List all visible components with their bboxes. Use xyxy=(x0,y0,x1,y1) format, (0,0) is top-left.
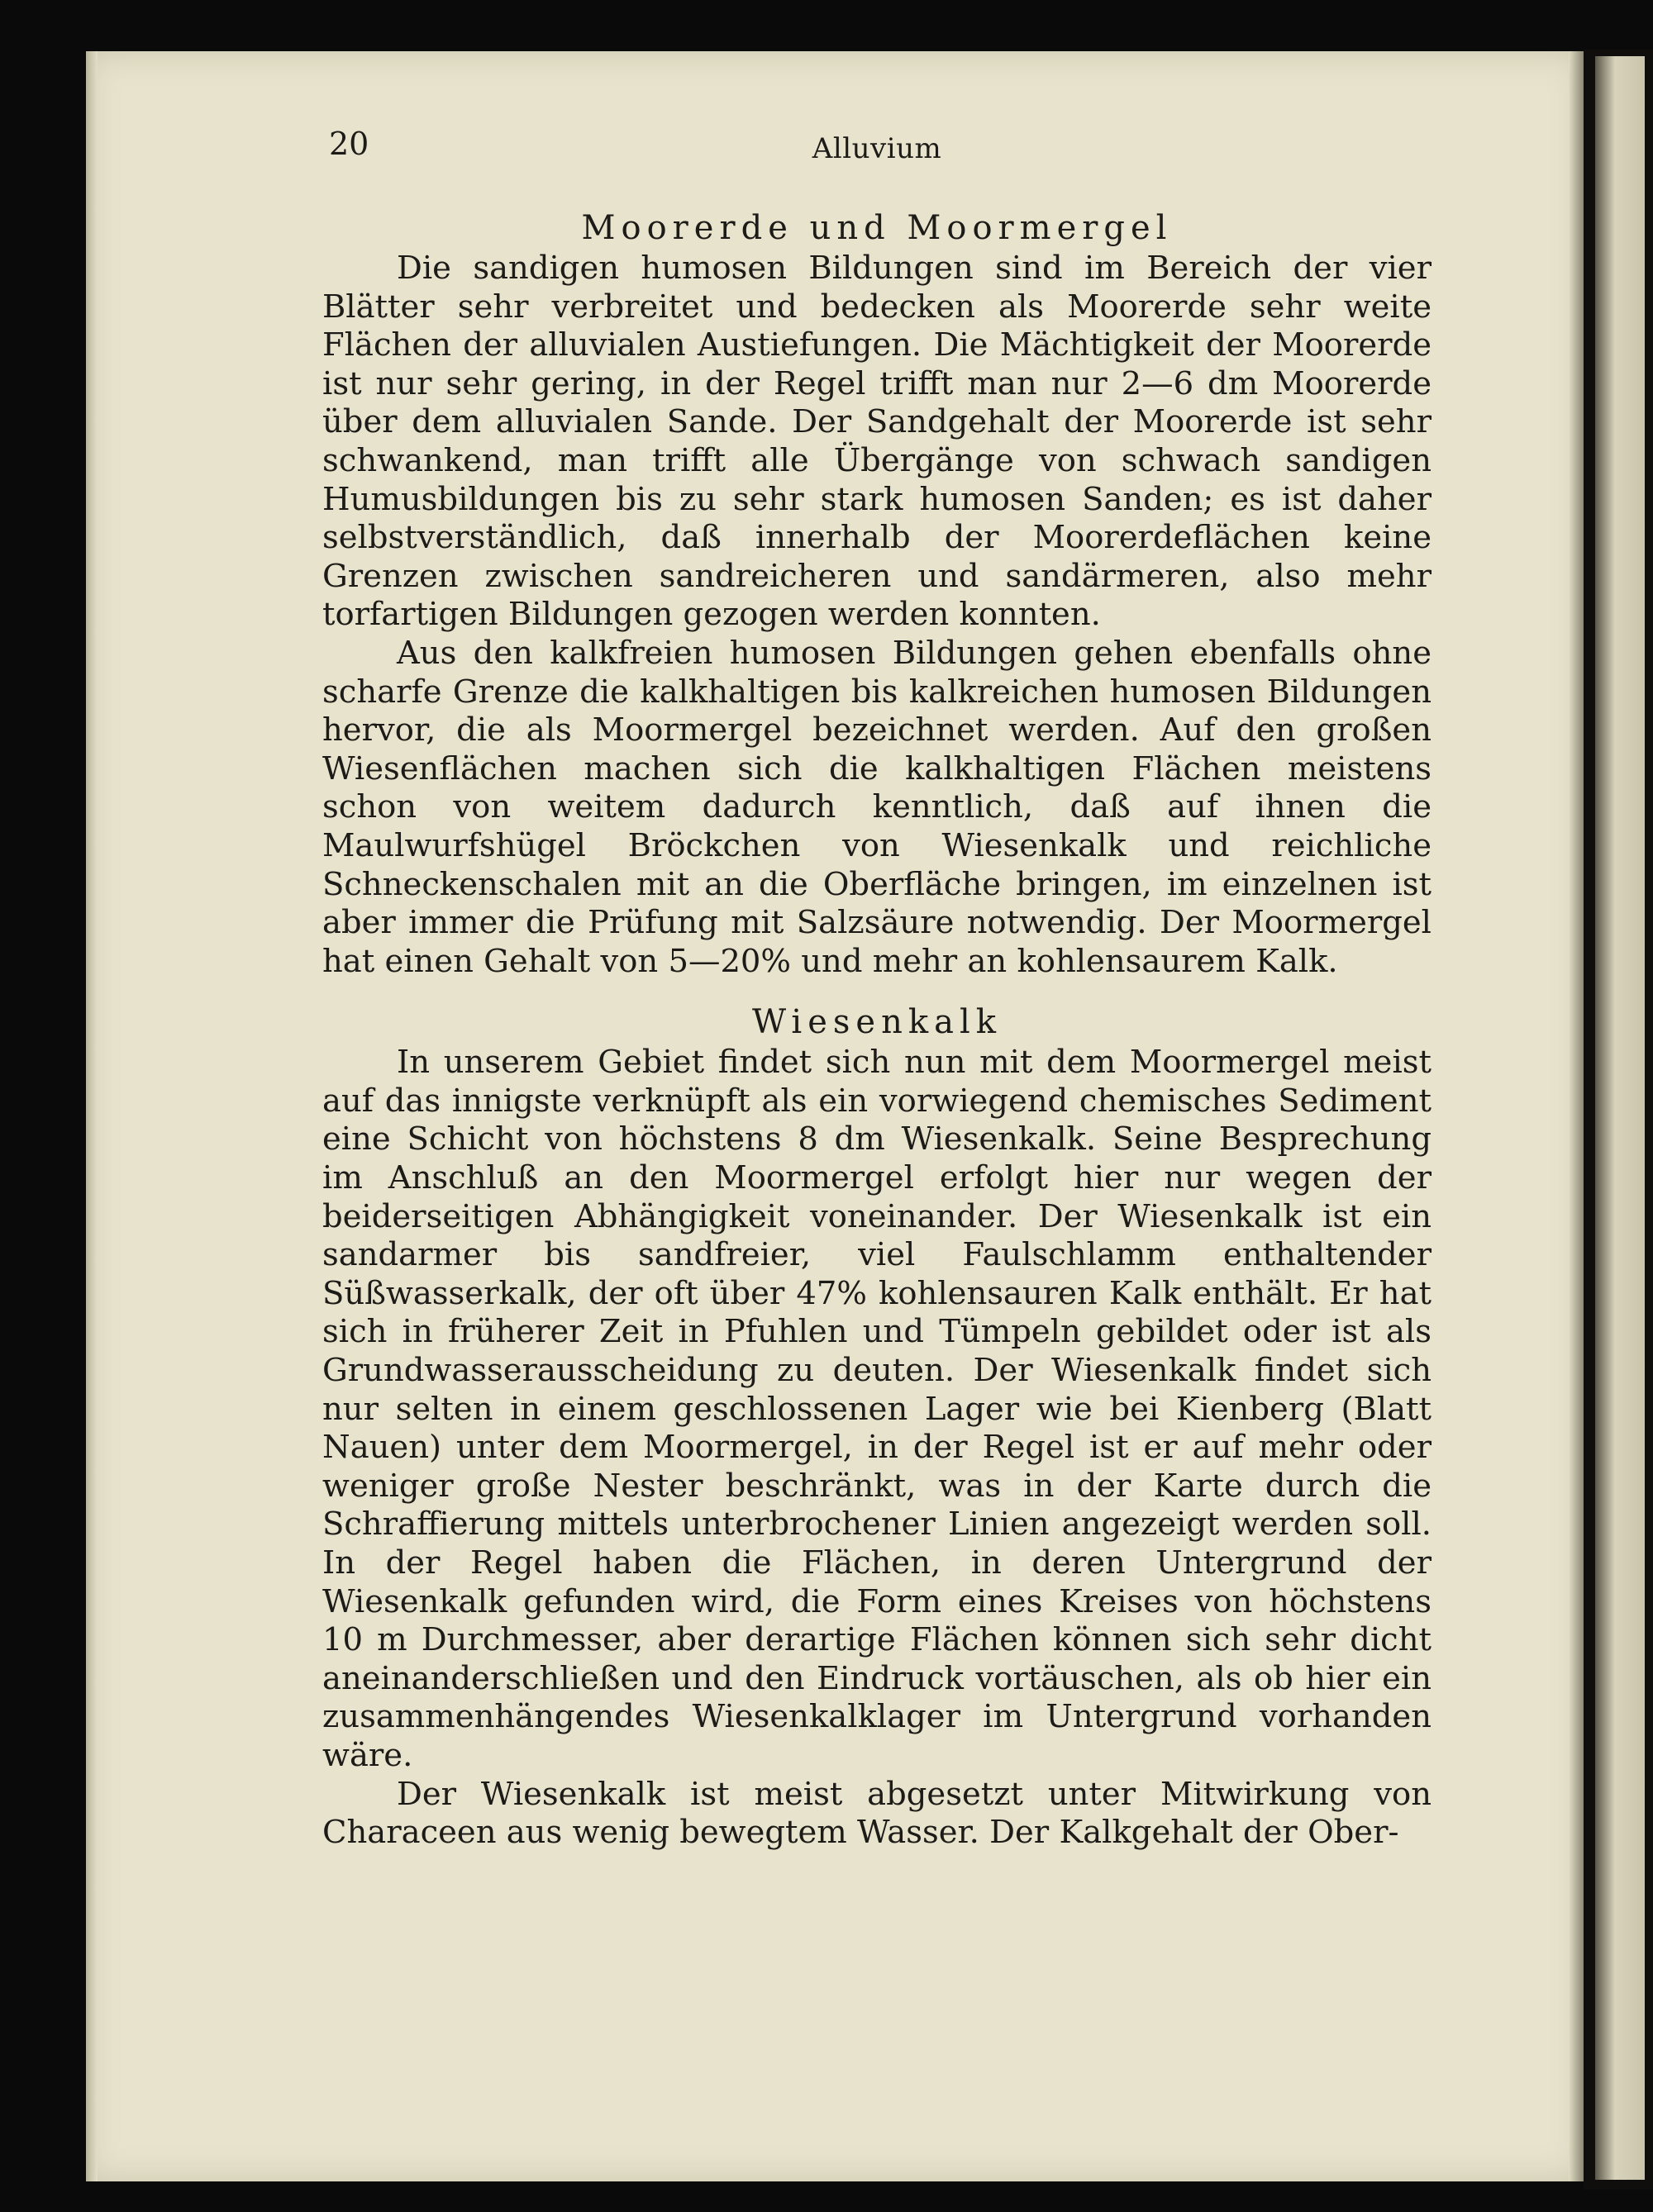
running-title: Alluvium xyxy=(812,132,942,165)
page-gutter xyxy=(1569,51,1584,2181)
facing-page-edge xyxy=(1595,56,1645,2180)
paragraph: Aus den kalkfreien humosen Bildungen gehen ebenfalls ohne scharfe Grenze die kalkhaltigen bis kalkreichen humosen Bildungen hervor, die als Moormergel bezeichnet werden. Auf den großen Wiesenflächen machen sich die kalkhaltigen Flächen meistens schon von weitem dadurch kenntlich, daß auf ihnen die Maulwurfshügel Bröckchen von Wiesenkalk und reichliche Schneckenschalen mit an die Oberfläche bringen, im einzelnen ist aber immer die Prüfung mit Salzsäure notwendig. Der Moormergel hat einen Gehalt von 5—20% und mehr an kohlensaurem Kalk. xyxy=(322,634,1431,980)
section-title-wiesenkalk: Wiesenkalk xyxy=(752,1003,1002,1042)
page-left-edge xyxy=(86,51,98,2181)
page-number: 20 xyxy=(329,126,369,162)
paragraph: In unserem Gebiet findet sich nun mit dem Moormergel meist auf das innigste verknüpft als ein vorwiegend chemisches Sediment eine Schicht von höchstens 8 dm Wiesenkalk. Seine Besprechung im Anschluß an den Moormergel erfolgt hier nur wegen der beiderseitigen Abhängigkeit voneinander. Der Wiesenkalk ist ein sandarmer bis sandfreier, viel Faulschlamm enthaltender Süßwasserkalk, der oft über 47% kohlensauren Kalk enthält. Er hat sich in früherer Zeit in Pfuhlen und Tümpeln gebildet oder ist als Grundwasserausscheidung zu deuten. Der Wiesenkalk findet sich nur selten in einem geschlossenen Lager wie bei Kienberg (Blatt Nauen) unter dem Moormergel, in der Regel ist er auf mehr oder weniger große Nester beschränkt, was in der Karte durch die Schraffierung mittels unterbrochener Linien angezeigt werden soll. In der Regel haben die Flächen, in deren Untergrund der Wiesenkalk gefunden wird, die Form eines Kreises von höchstens 10 m Durchmesser, aber derartige Flächen können sich sehr dicht aneinanderschließen und den Eindruck vortäuschen, als ob hier ein zusammenhängendes Wiesenkalklager im Untergrund vorhanden wäre. xyxy=(322,1044,1431,1774)
paragraph: Der Wiesenkalk ist meist abgesetzt unter Mitwirkung von Characeen aus wenig bewegtem Wasser. Der Kalkgehalt der Ober- xyxy=(322,1775,1431,1852)
paragraph: Die sandigen humosen Bildungen sind im Bereich der vier Blätter sehr verbreitet und bedecken als Moorerde sehr weite Flächen der alluvialen Austiefungen. Die Mächtigkeit der Moorerde ist nur sehr gering, in der Regel trifft man nur 2—6 dm Moorerde über dem alluvialen Sande. Der Sandgehalt der Moorerde ist sehr schwankend, man trifft alle Übergänge von schwach sandigen Humusbildungen bis zu sehr stark humosen Sanden; es ist daher selbstverständlich, daß innerhalb der Moorerdeflächen keine Grenzen zwischen sandreicheren und sandärmeren, also mehr torfartigen Bildungen gezogen werden konnten. xyxy=(322,250,1431,634)
page-content xyxy=(322,122,1431,1853)
page-header xyxy=(322,122,1431,172)
section-title-moorerde: Moorerde und Moormergel xyxy=(581,209,1173,247)
